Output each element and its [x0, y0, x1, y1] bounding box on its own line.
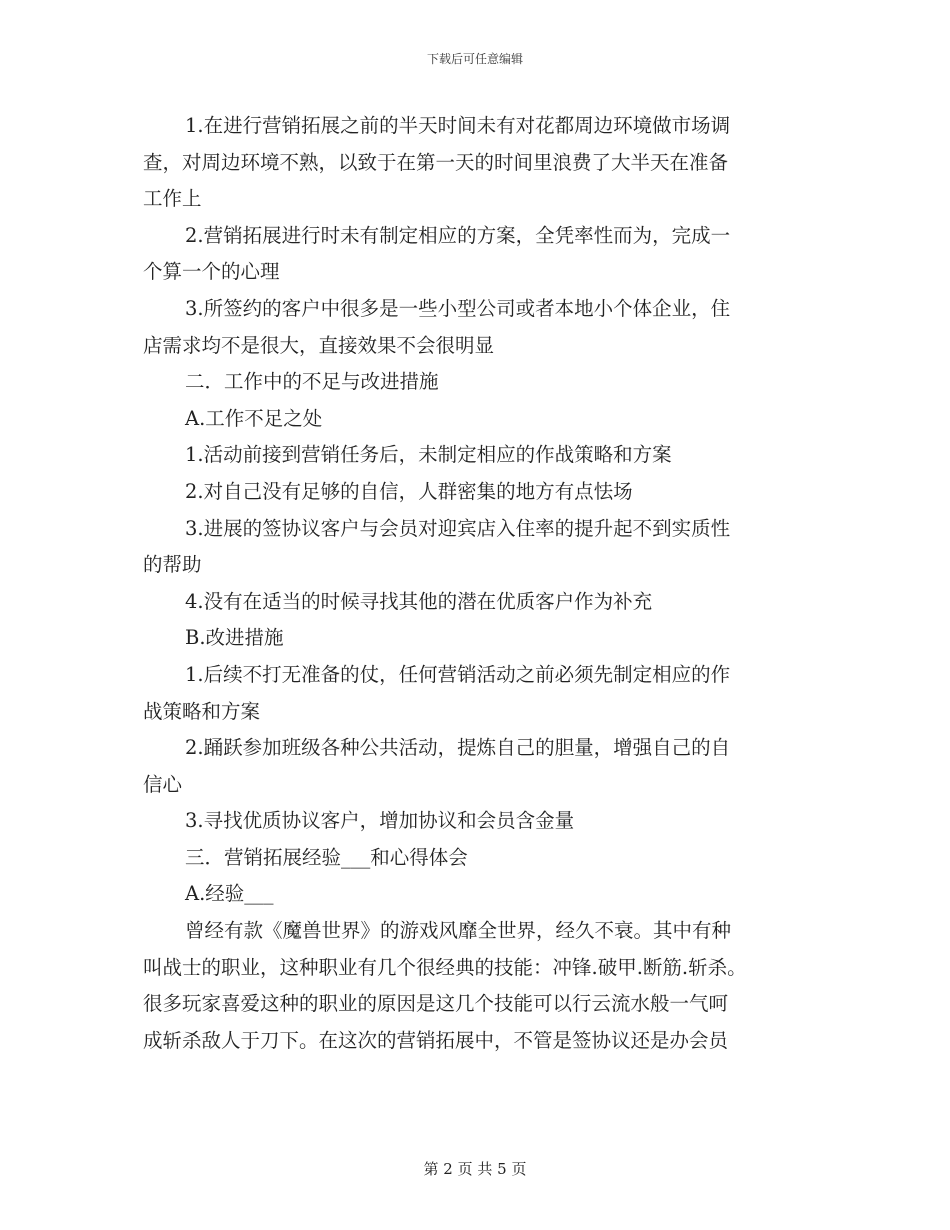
page-header: 下载后可任意编辑: [426, 52, 523, 66]
text-line: 成斩杀敌人于刀下。在这次的营销拓展中，不管是签协议还是办会员: [143, 1028, 729, 1052]
text-line: B.改进措施: [185, 626, 284, 650]
text-line: 二．工作中的不足与改进措施: [185, 370, 439, 394]
text-line: 三．营销拓展经验___和心得体会: [185, 845, 468, 869]
text-line: 2.营销拓展进行时未有制定相应的方案，全凭率性而为，完成一: [185, 223, 731, 247]
text-line: 曾经有款《魔兽世界》的游戏风靡全世界，经久不衰。其中有种: [185, 919, 732, 943]
text-line: 2.踊跃参加班级各种公共活动，提炼自己的胆量，增强自己的自: [185, 736, 731, 760]
text-line: 工作上: [143, 187, 202, 211]
text-line: 3.寻找优质协议客户，增加协议和会员含金量: [185, 809, 575, 833]
text-line: A.经验___: [185, 882, 274, 906]
text-line: 4.没有在适当的时候寻找其他的潜在优质客户作为补充: [185, 589, 653, 613]
text-line: 3.进展的签协议客户与会员对迎宾店入住率的提升起不到实质性: [185, 516, 731, 540]
text-line: 1.活动前接到营销任务后，未制定相应的作战策略和方案: [185, 443, 672, 467]
text-line: 战策略和方案: [143, 699, 261, 723]
text-line: 信心: [143, 772, 183, 796]
text-line: 1.在进行营销拓展之前的半天时间未有对花都周边环境做市场调: [185, 114, 731, 137]
text-line: 1.后续不打无准备的仗，任何营销活动之前必须先制定相应的作: [185, 662, 731, 686]
text-line: 个算一个的心理: [143, 260, 280, 284]
text-line: A.工作不足之处: [185, 406, 323, 430]
text-line: 3.所签约的客户中很多是一些小型公司或者本地小个体企业，住: [185, 296, 731, 320]
text-line: 店需求均不是很大，直接效果不会很明显: [143, 333, 495, 357]
text-line: 叫战士的职业，这种职业有几个很经典的技能：冲锋.破甲.断筋.斩杀。: [143, 955, 747, 979]
page-footer: 第 2 页 共 5 页: [423, 1160, 527, 1178]
text-line: 查，对周边环境不熟，以致于在第一天的时间里浪费了大半天在准备: [143, 150, 729, 174]
text-line: 很多玩家喜爱这种的职业的原因是这几个技能可以行云流水般一气呵: [143, 992, 729, 1016]
document-body: [143, 108, 807, 1059]
text-line: 的帮助: [143, 553, 202, 577]
text-line: 2.对自己没有足够的自信，人群密集的地方有点怯场: [185, 479, 633, 503]
